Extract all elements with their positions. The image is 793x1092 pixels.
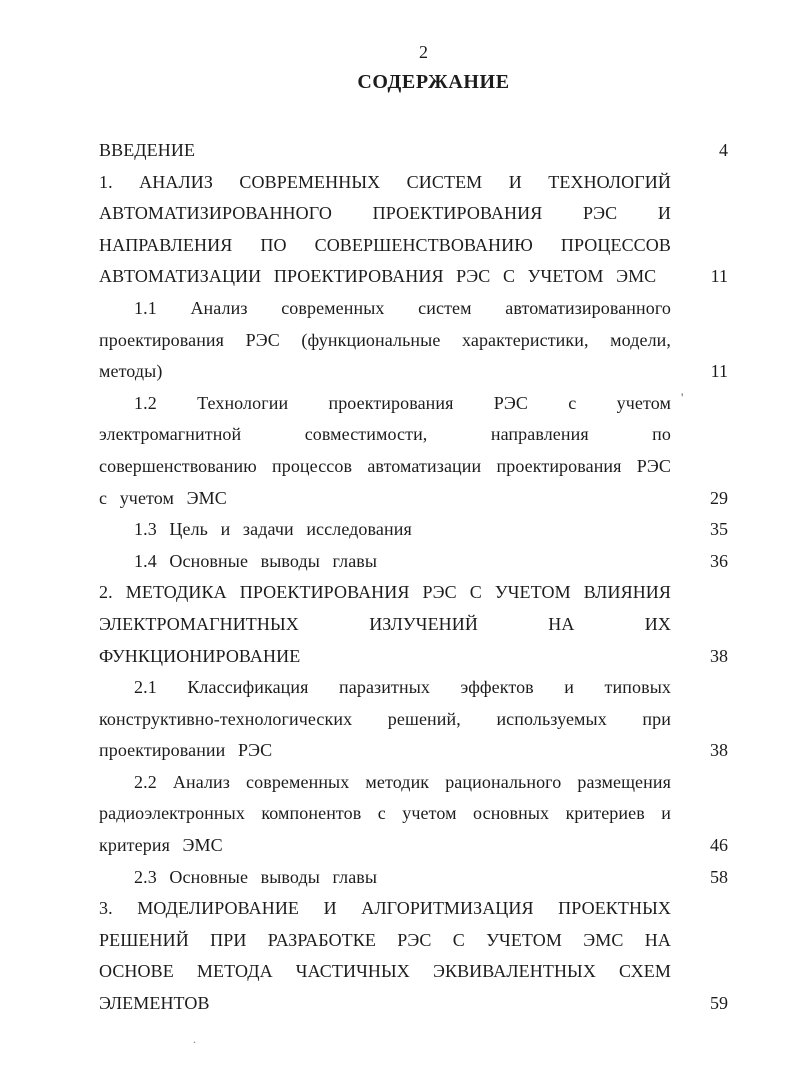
toc-entry [99,293,728,388]
toc-entry [99,672,728,767]
toc-entry [99,577,728,672]
toc-entry-text: 1.4 Основные выводы главы [134,550,378,571]
page-title: СОДЕРЖАНИЕ [357,71,510,93]
toc-entry-text: 1.3 Цель и задачи исследования [134,519,412,540]
toc-entry [99,893,728,1019]
toc-entry-text: 2. МЕТОДИКА ПРОЕКТИРОВАНИЯ РЭС С УЧЕТОМ ВЛИЯНИЯ ЭЛЕКТРОМАГНИТНЫХ ИЗЛУЧЕНИЙ НА ИХ ФУНКЦИОНИРОВАНИЕ [99,582,671,666]
scan-artifact-dot: . [193,1032,196,1046]
toc-entry-text: 1. АНАЛИЗ СОВРЕМЕННЫХ СИСТЕМ И ТЕХНОЛОГИЙ АВТОМАТИЗИРОВАННОГО ПРОЕКТИРОВАНИЯ РЭС И НАПРАВЛЕНИЯ ПО СОВЕРШЕНСТВОВАНИЮ ПРОЦЕССОВ АВТОМАТИЗАЦИИ ПРОЕКТИРОВАНИЯ РЭС С УЧЕТОМ ЭМС [99,171,671,287]
toc-entry-text: 2.2 Анализ современных методик рационального размещения радиоэлектронных компонентов с учетом основных критериев и критерия ЭМС [99,771,671,856]
toc-entry-page: 36 [710,550,728,571]
toc-entry-page: 38 [710,645,728,666]
toc-entry-page: 4 [719,140,728,160]
toc-entry-text: 2.1 Классификация паразитных эффектов и типовых конструктивно-технологических решений, используемых при проектировании РЭС [99,677,671,761]
toc-entry-text: 2.3 Основные выводы главы [134,866,378,887]
page-number: 2 [419,42,428,62]
toc-entry-page: 58 [710,866,728,887]
toc-entry-page: 35 [710,519,728,540]
toc-entry [99,546,728,578]
toc-entry [99,767,728,862]
toc-entry-text: 1.1 Анализ современных систем автоматизированного проектирования РЭС (функциональные характеристики, модели, методы) [99,297,671,382]
toc-entry [99,862,728,894]
toc-entry-page: 11 [710,361,728,382]
toc-entry-page: 11 [710,266,728,287]
toc-entry-page: 38 [710,740,728,761]
toc-entry-page: 59 [710,993,728,1014]
toc-entry-text: ВВЕДЕНИЕ [99,140,196,160]
scan-artifact-tick: ' [681,390,684,405]
toc-entry-page: 29 [710,487,728,508]
toc-entry-page: 46 [710,835,728,856]
toc-entry-text: 1.2 Технологии проектирования РЭС с учетом электромагнитной совместимости, направления по совершенствованию процессов автоматизации проектирования РЭС с учетом ЭМС [99,392,671,508]
toc-entry [99,135,728,167]
toc-entry-text: 3. МОДЕЛИРОВАНИЕ И АЛГОРИТМИЗАЦИЯ ПРОЕКТНЫХ РЕШЕНИЙ ПРИ РАЗРАБОТКЕ РЭС С УЧЕТОМ ЭМС НА ОСНОВЕ МЕТОДА ЧАСТИЧНЫХ ЭКВИВАЛЕНТНЫХ СХЕМ ЭЛЕМЕНТОВ [99,898,671,1014]
toc-entry [99,388,728,514]
toc-entry [99,514,728,546]
toc-list [99,135,728,1020]
toc-entry [99,167,728,293]
